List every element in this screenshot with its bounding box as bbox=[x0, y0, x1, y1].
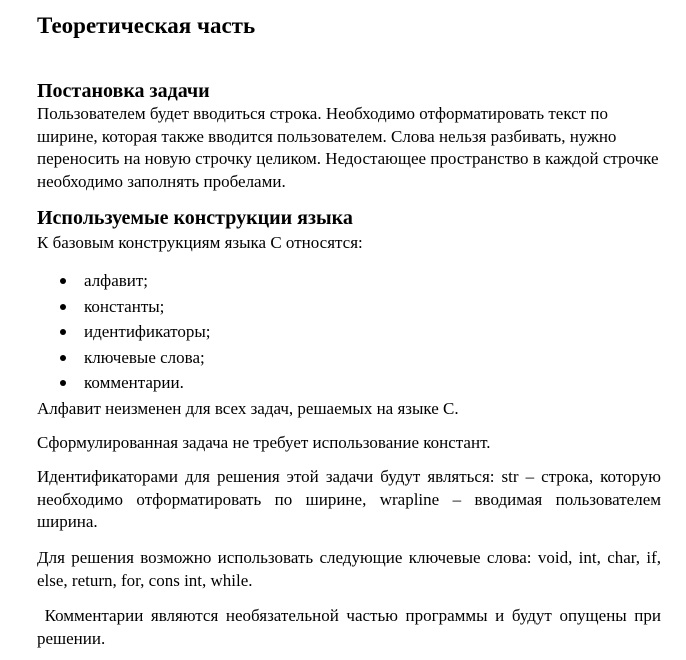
keywords-paragraph: Для решения возможно использовать следующие ключевые слова: void, int, char, if, else, return, for, cons int, while. bbox=[37, 548, 661, 590]
list-item bbox=[37, 319, 211, 345]
list-item bbox=[37, 268, 211, 294]
constants-paragraph: Сформулированная задача не требует использование констант. bbox=[37, 433, 491, 452]
list-item bbox=[37, 370, 211, 396]
list-item bbox=[37, 294, 211, 320]
section-heading-problem: Постановка задачи bbox=[37, 80, 210, 102]
constructs-list bbox=[37, 268, 211, 396]
bullet-icon bbox=[60, 304, 66, 310]
list-item-text: алфавит; bbox=[84, 271, 149, 290]
page-title: Теоретическая часть bbox=[37, 13, 256, 38]
bullet-icon bbox=[60, 278, 66, 284]
bullet-icon bbox=[60, 380, 66, 386]
bullet-icon bbox=[60, 329, 66, 335]
constructs-intro: К базовым конструкциям языка С относятся: bbox=[37, 233, 363, 252]
section-heading-constructs: Используемые конструкции языка bbox=[37, 207, 353, 229]
list-item-text: комментарии. bbox=[84, 373, 184, 392]
list-item-text: идентификаторы; bbox=[84, 322, 211, 341]
alphabet-paragraph: Алфавит неизменен для всех задач, решаемых на языке С. bbox=[37, 399, 459, 418]
identifiers-paragraph: Идентификаторами для решения этой задачи будут являться: str – строка, которую необходимо отформатировать по ширине, wrapline – вводимая пользователем ширина. bbox=[37, 467, 661, 532]
problem-paragraph: Пользователем будет вводиться строка. Необходимо отформатировать текст по ширине, которая также вводится пользователем. Слова нельзя разбивать, нужно переносить на новую строчку целиком. Недостающее пространство в каждой строчке необходимо заполнять пробелами. bbox=[37, 104, 659, 192]
list-item-text: ключевые слова; bbox=[84, 347, 205, 367]
bullet-icon bbox=[60, 355, 66, 361]
list-item bbox=[37, 345, 211, 371]
comments-paragraph: Комментарии являются необязательной частью программы и будут опущены при решении. bbox=[37, 606, 666, 648]
list-item-text: константы; bbox=[84, 296, 165, 316]
